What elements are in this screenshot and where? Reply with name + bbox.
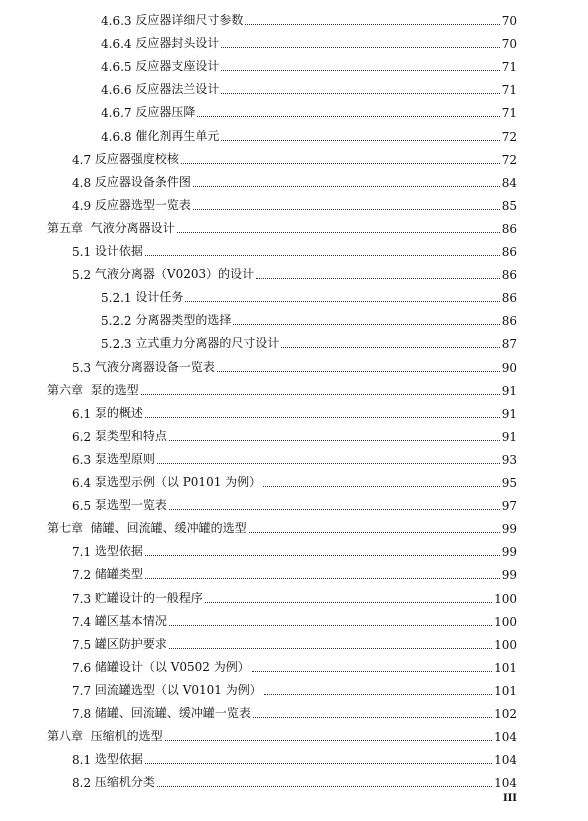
toc-entry-title: 选型依据: [94, 544, 143, 559]
dot-leader: [169, 625, 492, 626]
toc-entry-page: 86: [501, 268, 517, 283]
toc-entry[interactable]: [101, 6, 517, 28]
toc-entry-page: 72: [501, 152, 517, 167]
toc-entry[interactable]: [72, 537, 517, 559]
toc-entry[interactable]: [72, 768, 517, 790]
toc-entry[interactable]: [72, 653, 517, 675]
toc-entry-page: 70: [501, 14, 517, 28]
toc-entry-page: 99: [501, 545, 517, 560]
toc-entry[interactable]: [101, 52, 517, 74]
toc-entry-number: 6.4: [72, 476, 95, 490]
toc-entry-number: 4.6.8: [101, 129, 136, 144]
dot-leader: [145, 255, 500, 256]
toc-entry-number: 4.6.4: [101, 37, 136, 52]
toc-entry[interactable]: [72, 145, 517, 167]
toc-entry-title: 泵选型原则: [94, 451, 155, 466]
dot-leader: [157, 786, 492, 787]
toc-entry[interactable]: [72, 630, 517, 652]
toc-entry-page: 101: [494, 683, 517, 698]
toc-entry-number: 5.2: [72, 268, 95, 283]
toc-entry-number: 第七章: [47, 521, 91, 536]
toc-entry-title: 设计依据: [94, 244, 143, 258]
toc-entry-number: 4.6.6: [101, 83, 136, 98]
toc-entry-page: 71: [501, 83, 517, 98]
toc-entry[interactable]: [72, 584, 517, 606]
toc-entry[interactable]: [72, 491, 517, 513]
toc-entry[interactable]: [72, 468, 517, 490]
toc-entry-page: 70: [501, 37, 517, 52]
dot-leader: [252, 671, 492, 672]
dot-leader: [245, 24, 499, 25]
toc-entry-title: 回流罐选型（以 V0101 为例）: [94, 682, 262, 697]
toc-entry-title: 反应器支座设计: [135, 59, 220, 74]
toc-entry-title: 罐区基本情况: [94, 613, 167, 628]
page-number: III: [502, 793, 517, 804]
dot-leader: [141, 394, 500, 395]
toc-entry-number: 7.5: [72, 637, 95, 652]
dot-leader: [263, 486, 500, 487]
toc-entry-title: 气液分离器设计: [90, 220, 175, 235]
toc-entry-page: 71: [501, 60, 517, 75]
toc-entry-number: 6.1: [72, 406, 95, 421]
toc-entry-title: 反应器强度校核: [94, 151, 179, 166]
toc-entry-number: 5.1: [72, 245, 95, 259]
toc-entry[interactable]: [101, 329, 517, 351]
toc-entry[interactable]: [47, 514, 517, 536]
toc-entry-page: 100: [494, 614, 517, 629]
dot-leader: [221, 47, 499, 48]
dot-leader: [264, 694, 492, 695]
toc-entry-title: 立式重力分离器的尺寸设计: [135, 336, 280, 351]
toc-entry-number: 6.2: [72, 429, 95, 444]
toc-entry-page: 99: [501, 568, 517, 583]
toc-entry-title: 气液分离器（V0203）的设计: [94, 267, 255, 282]
toc-entry-page: 71: [501, 106, 517, 121]
toc-entry[interactable]: [101, 306, 517, 328]
dot-leader: [281, 347, 499, 348]
toc-entry-number: 4.8: [72, 175, 95, 190]
toc-entry-title: 选型依据: [94, 752, 143, 767]
toc-entry[interactable]: [101, 98, 517, 120]
toc-entry-number: 7.4: [72, 614, 95, 629]
toc-entry[interactable]: [72, 353, 517, 375]
dot-leader: [145, 578, 500, 579]
toc-entry-number: 7.1: [72, 545, 95, 560]
dot-leader: [233, 324, 499, 325]
dot-leader: [221, 70, 499, 71]
dot-leader: [157, 463, 500, 464]
toc-entry-number: 4.7: [72, 152, 95, 167]
toc-entry-number: 8.2: [72, 776, 95, 791]
toc-entry[interactable]: [72, 560, 517, 582]
toc-entry-page: 90: [501, 360, 517, 375]
dot-leader: [193, 186, 500, 187]
toc-entry[interactable]: [72, 237, 517, 259]
dot-leader: [193, 209, 500, 210]
dot-leader: [145, 417, 500, 418]
toc-entry-title: 泵的选型: [90, 382, 139, 397]
toc-entry-page: 99: [501, 522, 517, 537]
dot-leader: [185, 301, 499, 302]
toc-entry-number: 6.5: [72, 499, 95, 514]
dot-leader: [165, 740, 492, 741]
toc-entry-title: 储罐、回流罐、缓冲罐一览表: [94, 706, 251, 720]
toc-entry-title: 反应器压降: [135, 105, 196, 120]
toc-entry[interactable]: [72, 699, 517, 721]
toc-entry-number: 7.7: [72, 683, 95, 698]
toc-entry[interactable]: [47, 722, 517, 744]
dot-leader: [145, 763, 492, 764]
toc-entry-page: 101: [494, 660, 517, 675]
toc-entry-title: 储罐设计（以 V0502 为例）: [94, 659, 250, 674]
toc-entry-page: 100: [494, 637, 517, 652]
toc-entry-title: 压缩机的选型: [90, 729, 163, 744]
dot-leader: [197, 116, 499, 117]
toc-entry-title: 储罐、回流罐、缓冲罐的选型: [90, 521, 247, 536]
toc-entry-number: 5.2.1: [101, 291, 136, 306]
dot-leader: [221, 93, 499, 94]
toc-entry-number: 7.2: [72, 568, 95, 583]
toc-entry-page: 91: [501, 383, 517, 398]
toc-entry[interactable]: [72, 445, 517, 467]
toc-entry-number: 7.3: [72, 591, 95, 606]
toc-entry[interactable]: [101, 283, 517, 305]
toc-entry-page: 87: [501, 337, 517, 352]
toc-entry-number: 4.6.7: [101, 106, 136, 121]
toc-entry-page: 86: [501, 245, 517, 259]
toc-entry-number: 第六章: [47, 382, 91, 397]
toc-entry-title: 泵类型和特点: [94, 428, 167, 443]
toc-entry-page: 104: [494, 753, 517, 768]
toc-entry-title: 压缩机分类: [94, 775, 155, 790]
toc-entry[interactable]: [101, 122, 517, 144]
toc-entry-title: 反应器详细尺寸参数: [135, 13, 244, 27]
toc-entry[interactable]: [72, 399, 517, 421]
dot-leader: [253, 717, 492, 718]
toc-entry-title: 反应器选型一览表: [94, 197, 191, 212]
toc-entry-page: 86: [501, 314, 517, 329]
toc-entry-page: 86: [501, 291, 517, 306]
toc-entry-title: 反应器封头设计: [135, 36, 220, 51]
toc-entry-title: 泵的概述: [94, 405, 143, 420]
toc-entry-page: 93: [501, 452, 517, 467]
toc-entry-number: 8.1: [72, 753, 95, 768]
toc-entry-number: 4.6.3: [101, 14, 136, 28]
toc-entry-number: 4.9: [72, 198, 95, 213]
toc-entry-number: 7.6: [72, 660, 95, 675]
toc-entry-number: 第八章: [47, 729, 91, 744]
toc-entry-page: 100: [494, 591, 517, 606]
toc-entry[interactable]: [72, 422, 517, 444]
toc-entry-number: 4.6.5: [101, 60, 136, 75]
toc-entry-page: 86: [501, 221, 517, 236]
toc-entry-page: 97: [501, 499, 517, 514]
toc-entry[interactable]: [101, 75, 517, 97]
dot-leader: [177, 232, 500, 233]
toc-entry[interactable]: [101, 29, 517, 51]
toc-entry[interactable]: [72, 168, 517, 190]
toc-entry-page: 104: [494, 730, 517, 745]
dot-leader: [256, 278, 500, 279]
toc-entry-title: 设计任务: [135, 290, 184, 305]
toc-entry[interactable]: [72, 260, 517, 282]
dot-leader: [249, 532, 500, 533]
toc-entry-page: 104: [494, 776, 517, 791]
toc-entry-number: 5.3: [72, 360, 95, 375]
toc-entry-page: 91: [501, 429, 517, 444]
toc-entry-title: 反应器设备条件图: [94, 174, 191, 189]
toc-entry-number: 第五章: [47, 220, 91, 235]
toc-entry-title: 反应器法兰设计: [135, 82, 220, 97]
toc-entry-title: 泵选型一览表: [94, 498, 167, 513]
toc-entry-title: 泵选型示例（以 P0101 为例）: [94, 475, 262, 489]
toc-entry-title: 储罐类型: [94, 567, 143, 582]
toc-entry-title: 罐区防护要求: [94, 636, 167, 651]
dot-leader: [205, 602, 492, 603]
dot-leader: [169, 509, 500, 510]
toc-entry-number: 7.8: [72, 707, 95, 721]
toc-entry-page: 84: [501, 175, 517, 190]
dot-leader: [169, 440, 500, 441]
toc-entry-title: 催化剂再生单元: [135, 128, 220, 143]
dot-leader: [217, 371, 500, 372]
toc-entry-number: 6.3: [72, 452, 95, 467]
dot-leader: [169, 648, 492, 649]
dot-leader: [145, 555, 500, 556]
toc-entry[interactable]: [72, 607, 517, 629]
dot-leader: [181, 163, 500, 164]
toc-entry-title: 气液分离器设备一览表: [94, 359, 215, 374]
toc-entry[interactable]: [72, 676, 517, 698]
toc-entry-number: 5.2.2: [101, 314, 136, 329]
toc-entry[interactable]: [72, 191, 517, 213]
toc-entry[interactable]: [72, 745, 517, 767]
toc-entry-page: 91: [501, 406, 517, 421]
toc-entry-page: 85: [501, 198, 517, 213]
toc-entry-title: 分离器类型的选择: [135, 313, 232, 328]
toc-entry-title: 贮罐设计的一般程序: [94, 590, 203, 605]
toc-entry[interactable]: [47, 214, 517, 236]
toc-entry-number: 5.2.3: [101, 337, 136, 352]
toc-entry-page: 102: [494, 707, 517, 721]
toc-entry-page: 72: [501, 129, 517, 144]
dot-leader: [221, 140, 499, 141]
toc-entry-page: 95: [501, 476, 517, 490]
toc-entry[interactable]: [47, 376, 517, 398]
